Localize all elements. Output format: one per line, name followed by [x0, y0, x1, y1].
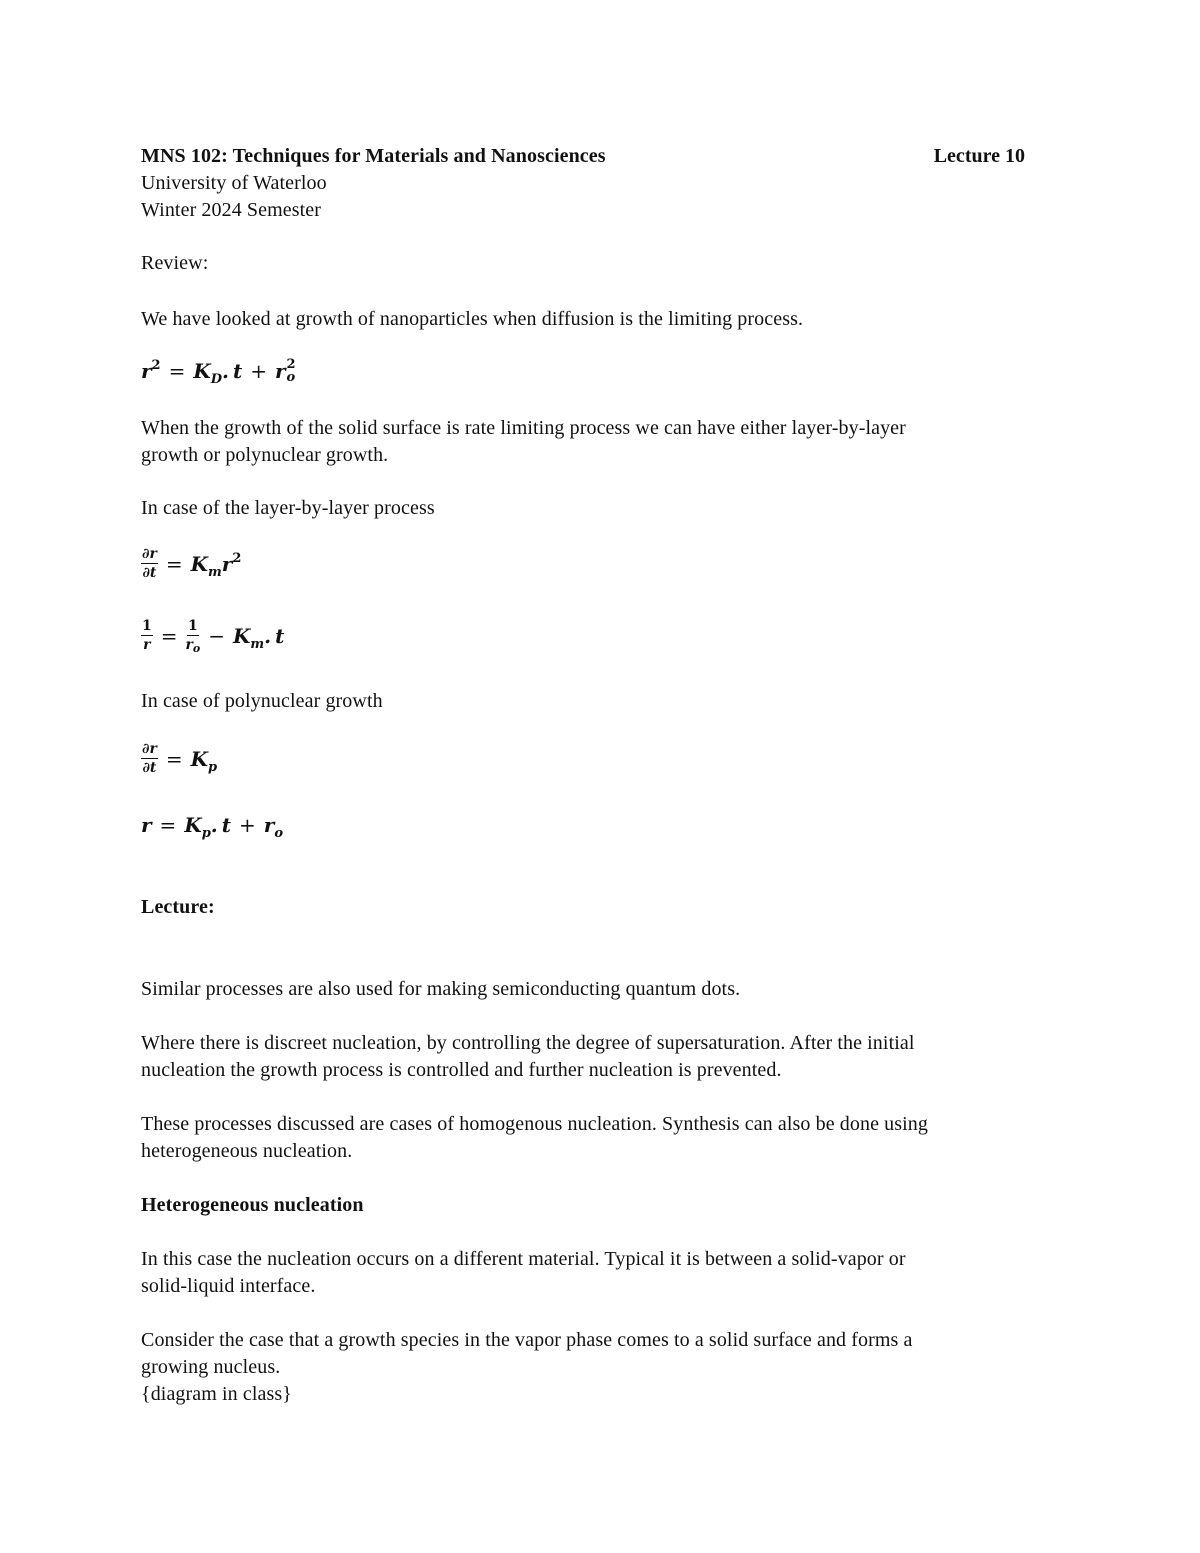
- equation-poly-rate: $\frac{\partial r}{\partial t}$ = $K_p$: [142, 741, 218, 776]
- lecture-paragraph-4-line-2: solid-liquid interface.: [141, 1275, 316, 1297]
- diagram-placeholder-note: {diagram in class}: [141, 1383, 292, 1405]
- review-surface-text-2: growth or polynuclear growth.: [141, 444, 389, 466]
- lecture-label: Lecture 10: [933, 145, 1025, 167]
- lecture-paragraph-5-line-1: Consider the case that a growth species in the vapor phase comes to a solid surface and forms a: [141, 1329, 913, 1351]
- lecture-paragraph-4-line-1: In this case the nucleation occurs on a different material. Typical it is between a solid-vapor or: [141, 1248, 906, 1270]
- heterogeneous-heading: Heterogeneous nucleation: [141, 1194, 364, 1216]
- equation-diffusion: $r^2$ = $K_D$. t + r 2 o: [141, 357, 296, 387]
- review-surface-text-1: When the growth of the solid surface is rate limiting process we can have either layer-by-layer: [141, 417, 906, 439]
- review-poly-text: In case of polynuclear growth: [141, 690, 383, 712]
- lecture-heading: Lecture:: [141, 896, 215, 918]
- review-heading: Review:: [141, 252, 209, 274]
- equation-layer-rate: $\frac{\partial r}{\partial t}$ = $K_mr^2$: [142, 546, 242, 581]
- equation-layer-integrated: $\frac{1}{r}$ = $\frac{1}{r_o}$ − $K_m$. t: [142, 618, 285, 655]
- course-title: MNS 102: Techniques for Materials and Nanosciences: [141, 145, 606, 167]
- lecture-paragraph-2-line-1: Where there is discreet nucleation, by controlling the degree of supersaturation. After the initial: [141, 1032, 915, 1054]
- lecture-paragraph-3-line-1: These processes discussed are cases of homogenous nucleation. Synthesis can also be done using: [141, 1113, 928, 1135]
- lecture-paragraph-3-line-2: heterogeneous nucleation.: [141, 1140, 353, 1162]
- lecture-paragraph-2-line-2: nucleation the growth process is controlled and further nucleation is prevented.: [141, 1059, 782, 1081]
- lecture-paragraph-1: Similar processes are also used for making semiconducting quantum dots.: [141, 978, 741, 1000]
- equation-poly-integrated: r = $K_p$. t + $r_o$: [141, 813, 283, 841]
- university-name: University of Waterloo: [141, 172, 327, 194]
- review-layer-text: In case of the layer-by-layer process: [141, 497, 435, 519]
- review-diffusion-text: We have looked at growth of nanoparticles when diffusion is the limiting process.: [141, 308, 804, 330]
- lecture-paragraph-5-line-2: growing nucleus.: [141, 1356, 281, 1378]
- semester: Winter 2024 Semester: [141, 199, 322, 221]
